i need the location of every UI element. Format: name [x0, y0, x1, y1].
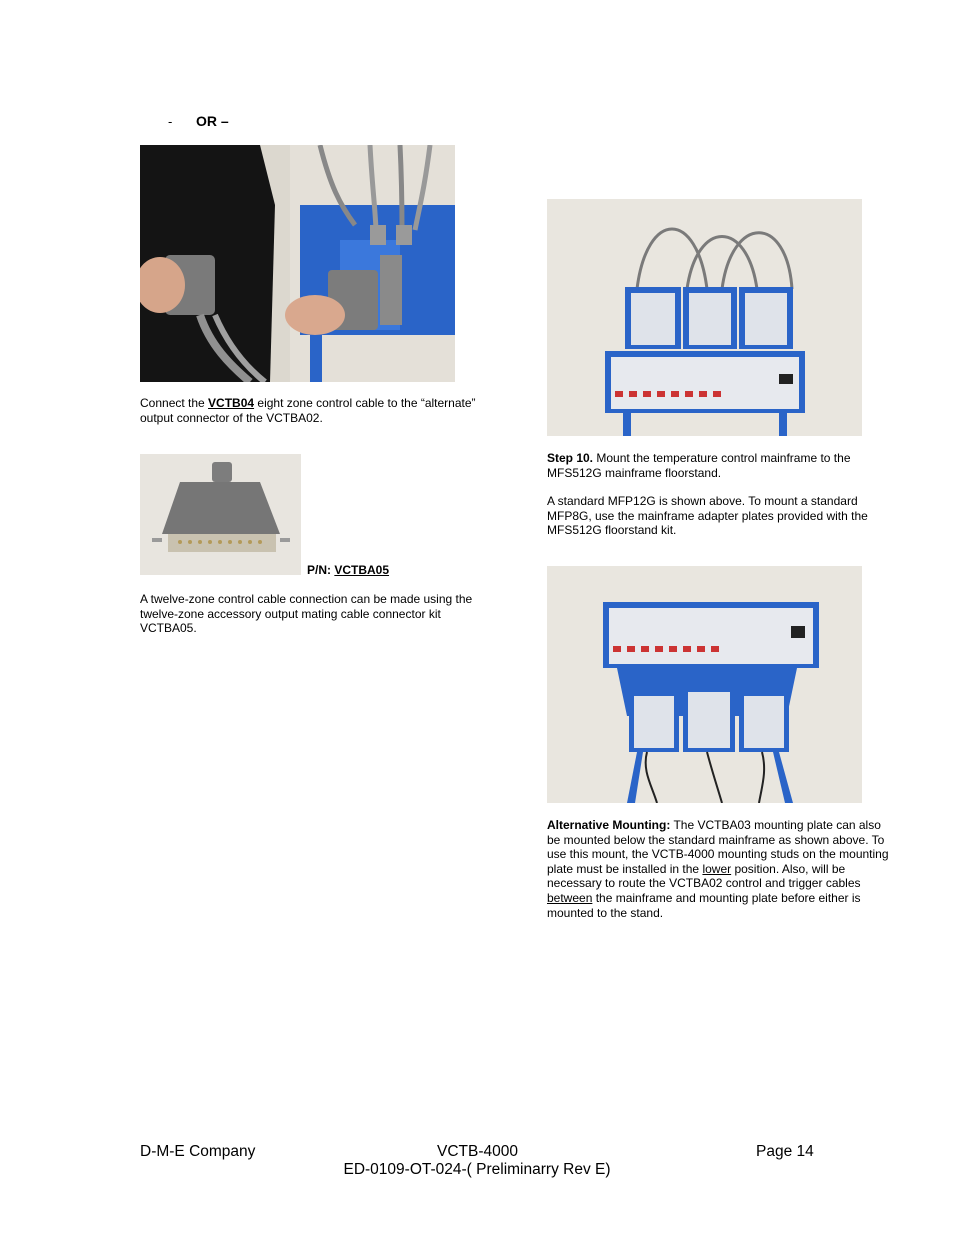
footer-document-number: ED-0109-OT-024-( Preliminarry Rev E) — [343, 1161, 611, 1178]
alternative-mounting-text — [547, 818, 897, 920]
footer-company: D-M-E Company — [140, 1143, 256, 1160]
part-number-label — [307, 563, 389, 578]
footer-model: VCTB-4000 — [437, 1143, 518, 1160]
step-10-text — [547, 451, 877, 480]
caption-pre: Connect the — [140, 396, 209, 410]
step-10-body: Mount the temperature control mainframe to the MFS512G mainframe floorstand. — [547, 451, 851, 480]
step-10-label: Step 10. — [547, 451, 594, 465]
pn-value: VCTBA05 — [334, 563, 390, 577]
caption-connect-vctb04 — [140, 396, 485, 425]
caption-twelve-zone: A twelve-zone control cable connection can be made using the twelve-zone accessory output mating cable connector kit VCTBA05. — [140, 592, 473, 636]
alt-text-1: The VCTBA03 mounting plate can also be mounted below the standard mainframe as shown above. To use this mount, the VCTB-4000 mounting studs on the mounting plate must be installed in the — [547, 818, 889, 876]
caption-post: eight zone control cable to the “alternate” output connector of the VCTBA02. — [140, 396, 476, 425]
photo-alternative-mounting — [547, 566, 862, 803]
alt-lower: lower — [702, 861, 732, 876]
footer-page-number: Page 14 — [756, 1143, 814, 1160]
part-vctb04: VCTB04 — [208, 396, 255, 410]
photo-connect-cable — [140, 145, 455, 382]
alt-text-3: the mainframe and mounting plate before either is mounted to the stand. — [547, 890, 861, 920]
alt-text-2: position. Also, will be necessary to route the VCTBA02 control and trigger cables — [547, 861, 861, 891]
or-heading: OR – — [196, 113, 229, 129]
photo-connector-kit — [140, 454, 301, 575]
list-dash: - — [168, 114, 173, 129]
photo-mainframe-floorstand — [547, 199, 862, 436]
alt-mounting-label: Alternative Mounting: — [547, 818, 671, 832]
alt-between: between — [547, 890, 593, 905]
standard-mfp12g-note: A standard MFP12G is shown above. To mount a standard MFP8G, use the mainframe adapter plates provided with the MFS512G floorstand kit. — [547, 494, 868, 538]
pn-label: P/N: — [307, 563, 335, 577]
